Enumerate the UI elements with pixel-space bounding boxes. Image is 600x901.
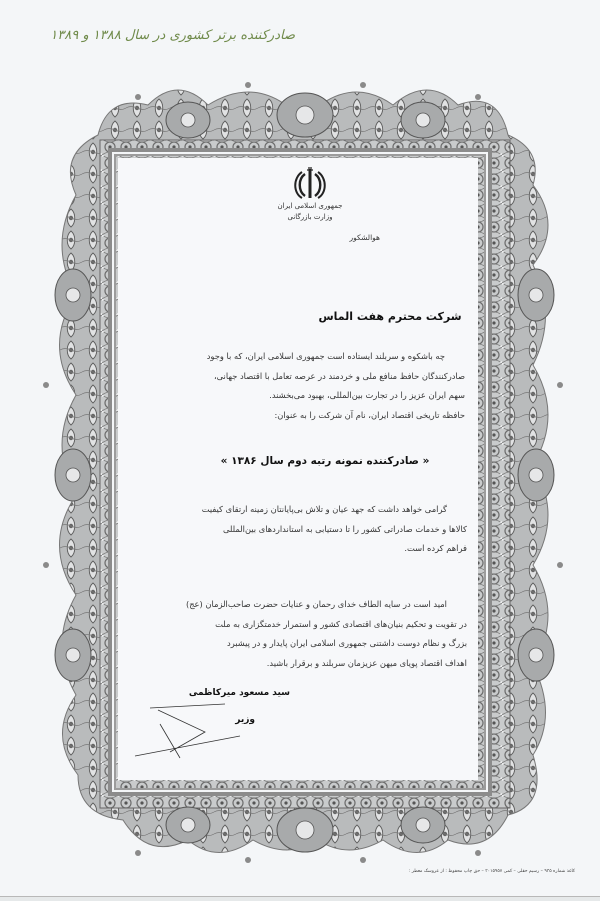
paragraph-line: چه باشکوه و سربلند ایستاده است جمهوری اسلامی ایران، که با وجود — [206, 351, 445, 361]
award-title: « صادرکننده نمونه رتبه دوم سال ۱۳۸۶ » — [220, 455, 430, 467]
paragraph-line: بزرگ و نظام دوست داشتنی جمهوری اسلامی ایران پایدار و در پیشبرد — [227, 638, 467, 648]
paragraph-line: سهم ایران عزیز را در تجارت بین‌المللی، بهبود می‌بخشند. — [269, 390, 465, 400]
paragraph-line: اهداف اقتصاد پویای میهن عزیزمان سربلند و برقرار باشید. — [266, 657, 467, 668]
letterhead-country: جمهوری اسلامی ایران — [277, 202, 343, 210]
handwritten-note-text: صادرکننده برتر کشوری در سال ۱۳۸۸ و ۱۳۸۹ — [50, 28, 295, 43]
paragraph-line: فراهم کرده است. — [404, 543, 467, 553]
footer-print-note: کاغذ شماره ۹۳۵ – رسیم حقلی – کمی ۳۰۱۵۹۵۷ – حق چاپ محفوظ : از عروسک معطر : — [408, 869, 575, 874]
iran-emblem-icon — [293, 165, 327, 201]
signer-name: سید مسعود میرکاظمی — [188, 688, 290, 698]
letterhead-ministry: وزارت بازرگانی — [287, 213, 333, 221]
letterhead — [270, 165, 350, 223]
paragraph-line: در تقویت و تحکیم بنیان‌های اقتصادی کشور و استمرار خدمتگزاری به ملت — [215, 618, 467, 629]
paragraph-line: صادرکنندگان حافظ منافع ملی و خردمند در عرصه تعامل با اقتصاد جهانی، — [213, 370, 465, 381]
invocation: هوالشکور — [349, 233, 380, 242]
paragraph-line: کالاها و خدمات صادراتی کشور را تا دستیابی به استانداردهای بین‌المللی — [222, 523, 467, 534]
scan-edge — [0, 896, 600, 901]
recipient-name: شرکت محترم هفت الماس — [318, 310, 462, 323]
paragraph-wishes — [162, 595, 467, 673]
signature-scribble-icon — [130, 700, 250, 760]
paragraph-praise — [162, 500, 467, 559]
paragraph-line: گرامی خواهد داشت که جهد عیان و تلاش بی‌پایانتان زمینه ارتقای کیفیت — [201, 504, 447, 514]
handwritten-note — [50, 28, 295, 43]
paragraph-line: امید است در سایه الطاف خدای رحمان و عنایات حضرت صاحب‌الزمان (عج) — [185, 599, 447, 609]
signer-title: وزیر — [235, 715, 255, 725]
paragraph-line: حافظه تاریخی اقتصاد ایران، نام آن شرکت را به عنوان: — [274, 409, 465, 420]
paragraph-intro — [165, 347, 465, 425]
letter-page — [118, 158, 478, 780]
